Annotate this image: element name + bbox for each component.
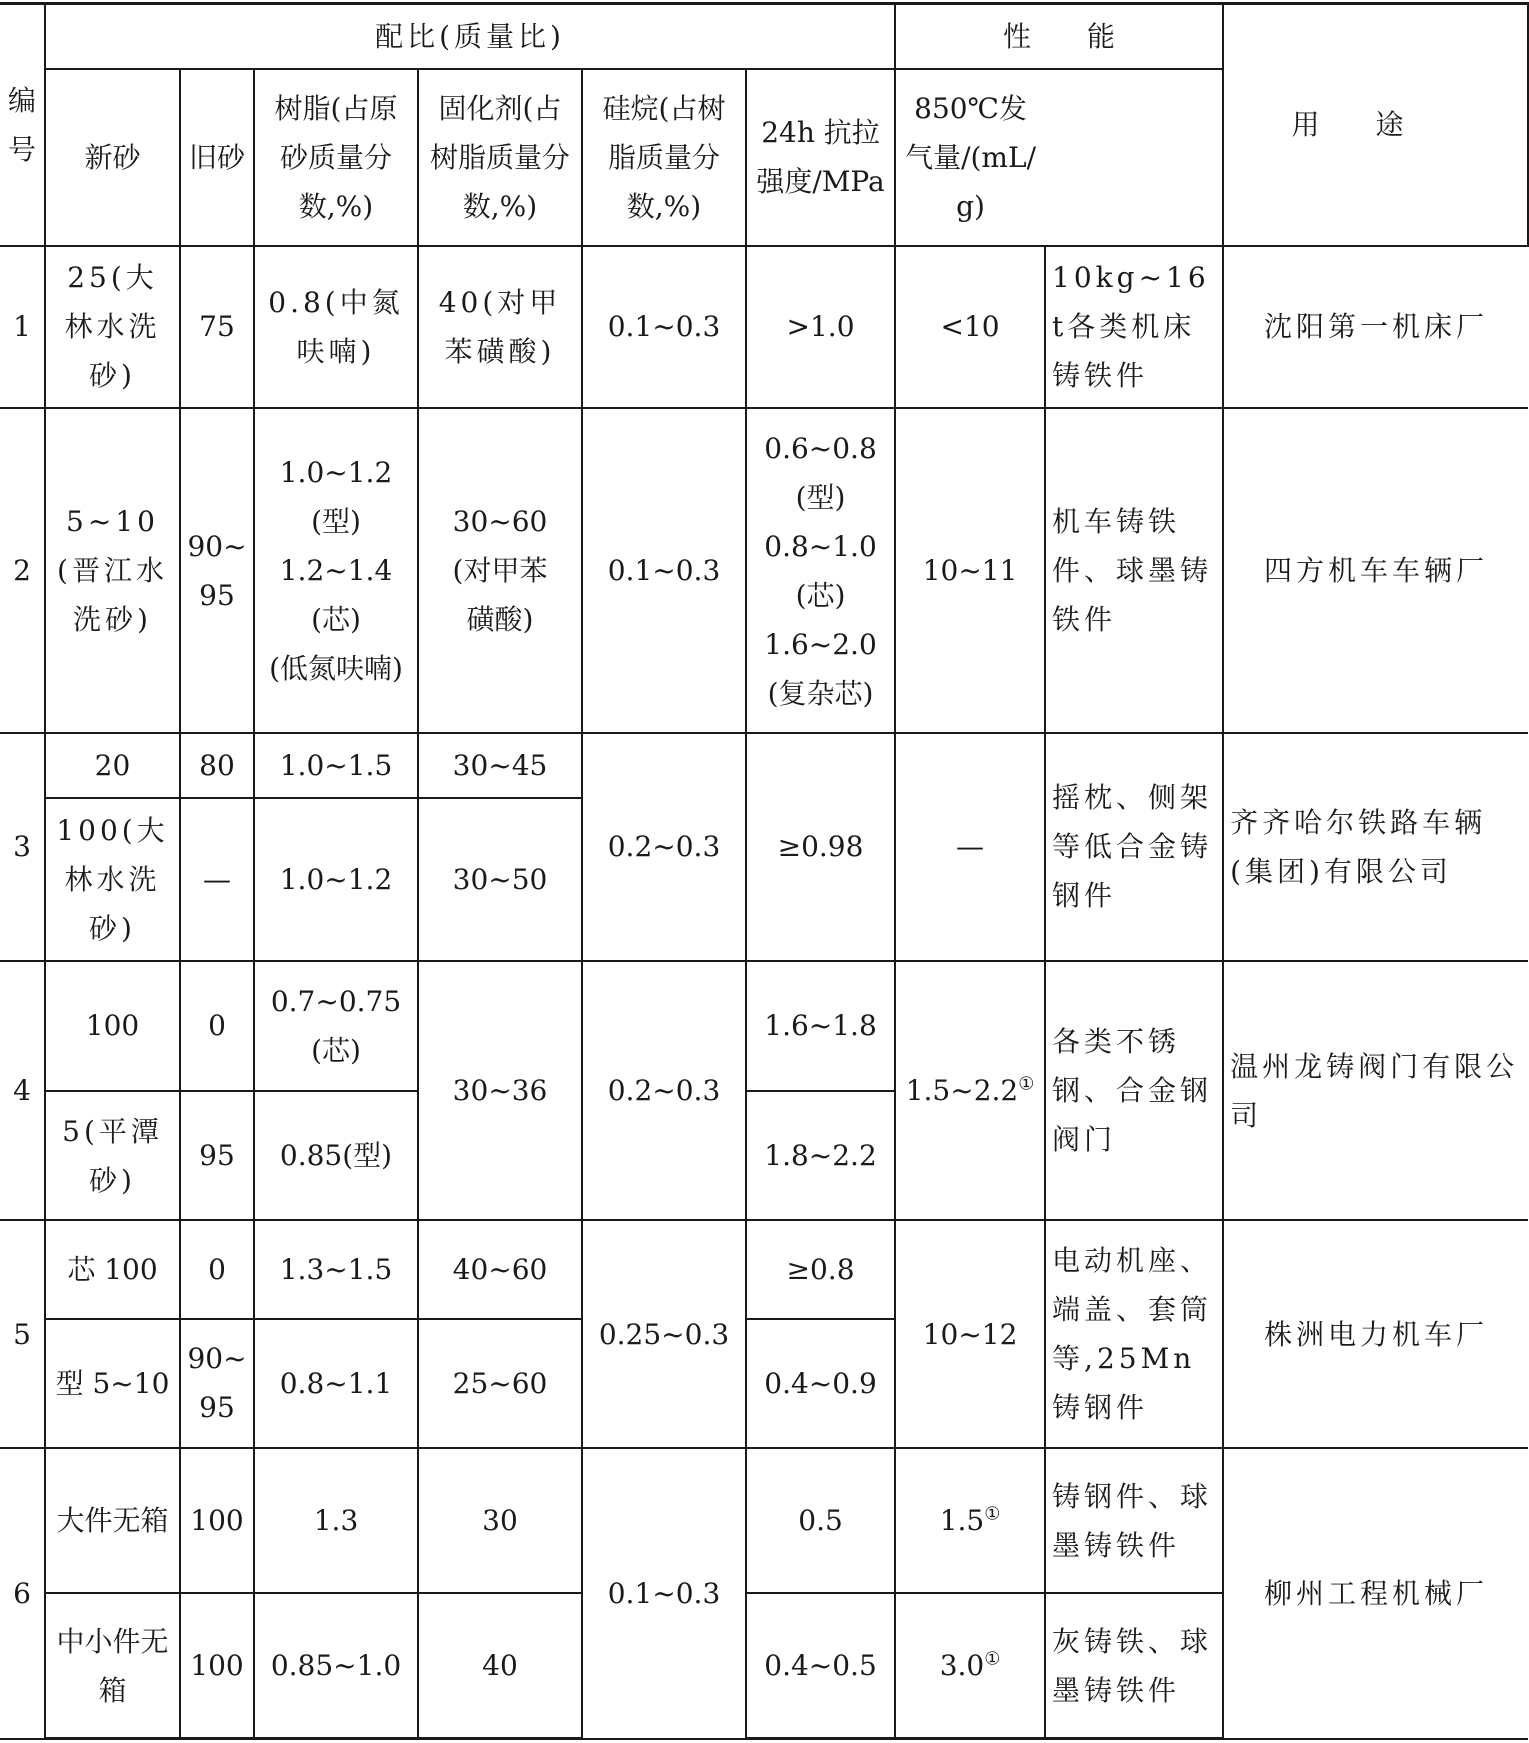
silane-cell: 0.2~0.3 <box>582 733 746 961</box>
gas-cell <box>895 961 1045 1221</box>
new-sand-cell: 芯 100 <box>45 1220 180 1318</box>
new-sand-cell: 25(大林水洗砂) <box>45 246 180 408</box>
table-row <box>0 961 1528 1091</box>
header-tensile: 24h 抗拉强度/MPa <box>746 69 895 246</box>
tensile-cell: 0.4~0.5 <box>746 1593 895 1738</box>
table-row <box>0 1220 1528 1318</box>
old-sand-cell: 95 <box>180 1091 254 1221</box>
gas-cell: — <box>895 733 1045 961</box>
row-no: 5 <box>0 1220 45 1448</box>
header-row-1 <box>0 4 1528 69</box>
resin-cell: 1.0~1.2 <box>254 798 418 960</box>
header-resin: 树脂(占原砂质量分数,%) <box>254 69 418 246</box>
old-sand-cell: 100 <box>180 1593 254 1738</box>
table-row <box>0 408 1528 733</box>
old-sand-cell: — <box>180 798 254 960</box>
unit-cell: 株洲电力机车厂 <box>1223 1220 1528 1448</box>
hardener-cell: 25~60 <box>418 1319 582 1449</box>
hardener-cell: 30~50 <box>418 798 582 960</box>
old-sand-cell: 90~ 95 <box>180 1319 254 1449</box>
header-gas: 850℃发气量/(mL/g) <box>895 69 1045 246</box>
tensile-cell: ≥0.8 <box>746 1220 895 1318</box>
resin-cell: 0.8~1.1 <box>254 1319 418 1449</box>
gas-cell: <10 <box>895 246 1045 408</box>
tensile-cell: 1.8~2.2 <box>746 1091 895 1221</box>
header-performance-group: 性 能 <box>895 4 1223 69</box>
tensile-cell: >1.0 <box>746 246 895 408</box>
tensile-cell: 0.4~0.9 <box>746 1319 895 1449</box>
old-sand-cell: 80 <box>180 733 254 798</box>
hardener-cell: 30~36 <box>418 961 582 1221</box>
gas-cell: 10~12 <box>895 1220 1045 1448</box>
silane-cell: 0.25~0.3 <box>582 1220 746 1448</box>
new-sand-cell: 中小件无箱 <box>45 1593 180 1738</box>
row-no: 2 <box>0 408 45 733</box>
table-row <box>0 1448 1528 1593</box>
silane-cell: 0.1~0.3 <box>582 246 746 408</box>
unit-cell: 沈阳第一机床厂 <box>1223 246 1528 408</box>
resin-cell: 0.7~0.75 (芯) <box>254 961 418 1091</box>
usage-cell: 灰铸铁、球墨铸铁件 <box>1045 1593 1223 1738</box>
row-no: 3 <box>0 733 45 961</box>
usage-cell: 机车铸铁件、球墨铸铁件 <box>1045 408 1223 733</box>
new-sand-cell: 型 5~10 <box>45 1319 180 1449</box>
new-sand-cell: 20 <box>45 733 180 798</box>
tensile-cell: ≥0.98 <box>746 733 895 961</box>
hardener-cell: 40(对甲苯磺酸) <box>418 246 582 408</box>
usage-cell: 摇枕、侧架等低合金铸钢件 <box>1045 733 1223 961</box>
usage-cell: 电动机座、端盖、套筒等,25Mn铸钢件 <box>1045 1220 1223 1448</box>
tensile-cell: 0.5 <box>746 1448 895 1593</box>
footnote-marker: ① <box>1018 1073 1035 1095</box>
gas-cell: 10~11 <box>895 408 1045 733</box>
unit-cell: 齐齐哈尔铁路车辆(集团)有限公司 <box>1223 733 1528 961</box>
old-sand-cell: 100 <box>180 1448 254 1593</box>
resin-cell: 0.85(型) <box>254 1091 418 1221</box>
hardener-cell: 30~60 (对甲苯 磺酸) <box>418 408 582 733</box>
silane-cell: 0.2~0.3 <box>582 961 746 1221</box>
gas-cell <box>895 1448 1045 1593</box>
header-new-sand: 新砂 <box>45 69 180 246</box>
resin-cell: 1.0~1.5 <box>254 733 418 798</box>
old-sand-cell: 75 <box>180 246 254 408</box>
usage-cell: 各类不锈钢、合金钢阀门 <box>1045 961 1223 1221</box>
header-silane: 硅烷(占树脂质量分数,%) <box>582 69 746 246</box>
silane-cell: 0.1~0.3 <box>582 1448 746 1738</box>
hardener-cell: 30 <box>418 1448 582 1593</box>
unit-cell: 四方机车车辆厂 <box>1223 408 1528 733</box>
tensile-cell: 1.6~1.8 <box>746 961 895 1091</box>
header-ratio-group: 配比(质量比) <box>45 4 895 69</box>
resin-cell: 0.8(中氮呋喃) <box>254 246 418 408</box>
header-usage: 用途 <box>1223 4 1528 246</box>
table-row <box>0 246 1528 408</box>
new-sand-cell: 100 <box>45 961 180 1091</box>
resin-cell: 0.85~1.0 <box>254 1593 418 1738</box>
hardener-cell: 30~45 <box>418 733 582 798</box>
hardener-cell: 40~60 <box>418 1220 582 1318</box>
footnote-marker: ① <box>984 1648 1001 1670</box>
usage-cell: 铸钢件、球墨铸铁件 <box>1045 1448 1223 1593</box>
unit-cell: 柳州工程机械厂 <box>1223 1448 1528 1738</box>
gas-value: 1.5~2.2 <box>905 1074 1019 1108</box>
row-no: 1 <box>0 246 45 408</box>
old-sand-cell: 0 <box>180 1220 254 1318</box>
resin-sand-table <box>0 2 1528 1740</box>
unit-cell: 温州龙铸阀门有限公司 <box>1223 961 1528 1221</box>
hardener-cell: 40 <box>418 1593 582 1738</box>
header-hardener: 固化剂(占树脂质量分数,%) <box>418 69 582 246</box>
silane-cell: 0.1~0.3 <box>582 408 746 733</box>
resin-cell: 1.3 <box>254 1448 418 1593</box>
gas-cell <box>895 1593 1045 1738</box>
new-sand-cell: 5(平潭砂) <box>45 1091 180 1221</box>
gas-value: 1.5 <box>939 1504 985 1538</box>
footnote-marker: ① <box>984 1504 1001 1526</box>
resin-cell: 1.3~1.5 <box>254 1220 418 1318</box>
tensile-cell: 0.6~0.8 (型) 0.8~1.0 (芯) 1.6~2.0 (复杂芯) <box>746 408 895 733</box>
new-sand-cell: 100(大林水洗砂) <box>45 798 180 960</box>
old-sand-cell: 0 <box>180 961 254 1091</box>
row-no: 6 <box>0 1448 45 1738</box>
resin-cell: 1.0~1.2 (型) 1.2~1.4 (芯) (低氮呋喃) <box>254 408 418 733</box>
table-row <box>0 733 1528 798</box>
usage-cell: 10kg~16t各类机床铸铁件 <box>1045 246 1223 408</box>
new-sand-cell: 5~10(晋江水洗砂) <box>45 408 180 733</box>
old-sand-cell: 90~95 <box>180 408 254 733</box>
new-sand-cell: 大件无箱 <box>45 1448 180 1593</box>
row-no: 4 <box>0 961 45 1221</box>
header-old-sand: 旧砂 <box>180 69 254 246</box>
gas-value: 3.0 <box>939 1649 985 1683</box>
header-no: 编 号 <box>0 4 45 246</box>
